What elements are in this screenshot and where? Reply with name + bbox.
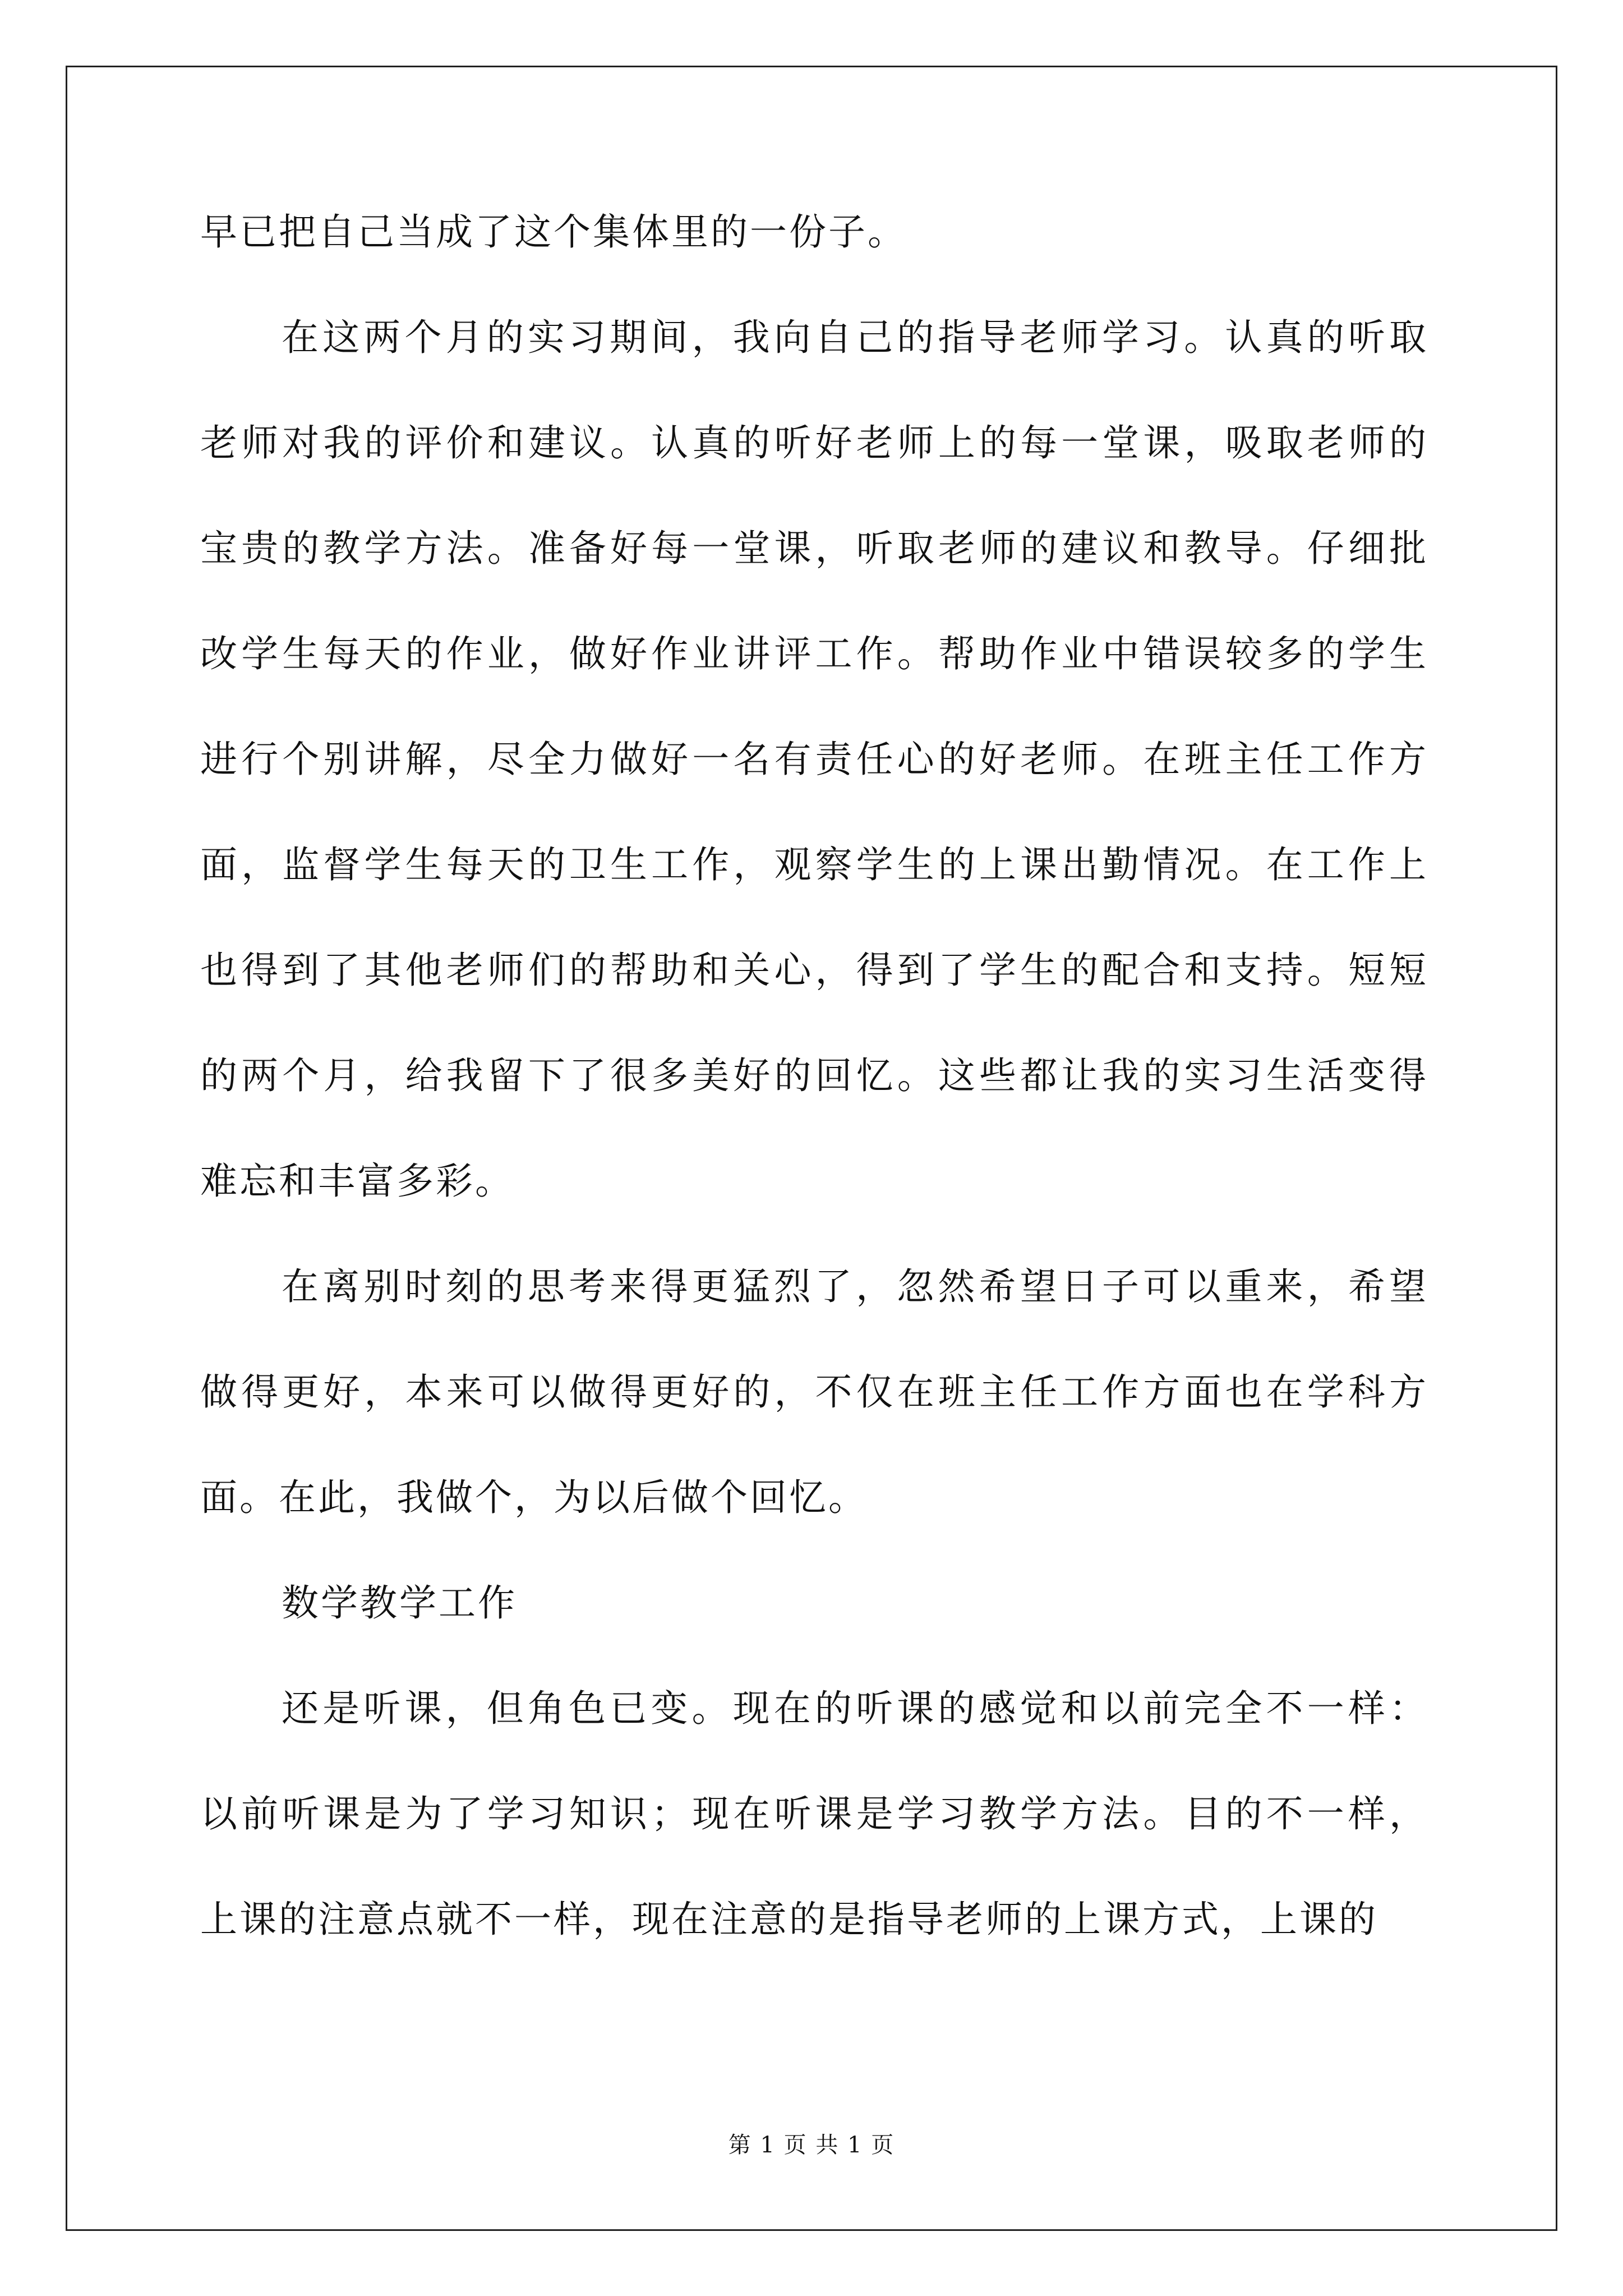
paragraph-line: 以前听课是为了学习知识；现在听课是学习教学方法。目的不一样， bbox=[200, 1792, 1428, 1835]
paragraph-line: 上课的注意点就不一样，现在注意的是指导老师的上课方式，上课的 bbox=[200, 1898, 1378, 1941]
paragraph-line: 早已把自己当成了这个集体里的一份子。 bbox=[200, 210, 907, 254]
paragraph-line: 宝贵的教学方法。准备好每一堂课，听取老师的建议和教导。仔细批 bbox=[200, 527, 1428, 570]
paragraph-line: 进行个别讲解，尽全力做好一名有责任心的好老师。在班主任工作方 bbox=[200, 738, 1428, 781]
paragraph-line: 难忘和丰富多彩。 bbox=[200, 1159, 514, 1203]
paragraph-line: 的两个月，给我留下了很多美好的回忆。这些都让我的实习生活变得 bbox=[200, 1054, 1428, 1097]
paragraph-line: 改学生每天的作业，做好作业讲评工作。帮助作业中错误较多的学生 bbox=[200, 632, 1428, 675]
paragraph-line: 数学教学工作 bbox=[282, 1581, 517, 1625]
paragraph-line: 在这两个月的实习期间，我向自己的指导老师学习。认真的听取 bbox=[282, 316, 1428, 359]
paragraph-line: 老师对我的评价和建议。认真的听好老师上的每一堂课，吸取老师的 bbox=[200, 421, 1428, 464]
paragraph-line: 面，监督学生每天的卫生工作，观察学生的上课出勤情况。在工作上 bbox=[200, 843, 1428, 886]
paragraph-line: 在离别时刻的思考来得更猛烈了，忽然希望日子可以重来，希望 bbox=[282, 1265, 1428, 1308]
document-body bbox=[200, 208, 1428, 2000]
paragraph-line: 还是听课，但角色已变。现在的听课的感觉和以前完全不一样： bbox=[282, 1687, 1428, 1730]
page-footer: 第 1 页 共 1 页 bbox=[728, 2132, 895, 2158]
paragraph-line: 也得到了其他老师们的帮助和关心，得到了学生的配合和支持。短短 bbox=[200, 949, 1428, 992]
paragraph-line: 面。在此，我做个，为以后做个回忆。 bbox=[200, 1476, 868, 1519]
paragraph-line: 做得更好，本来可以做得更好的，不仅在班主任工作方面也在学科方 bbox=[200, 1370, 1428, 1414]
